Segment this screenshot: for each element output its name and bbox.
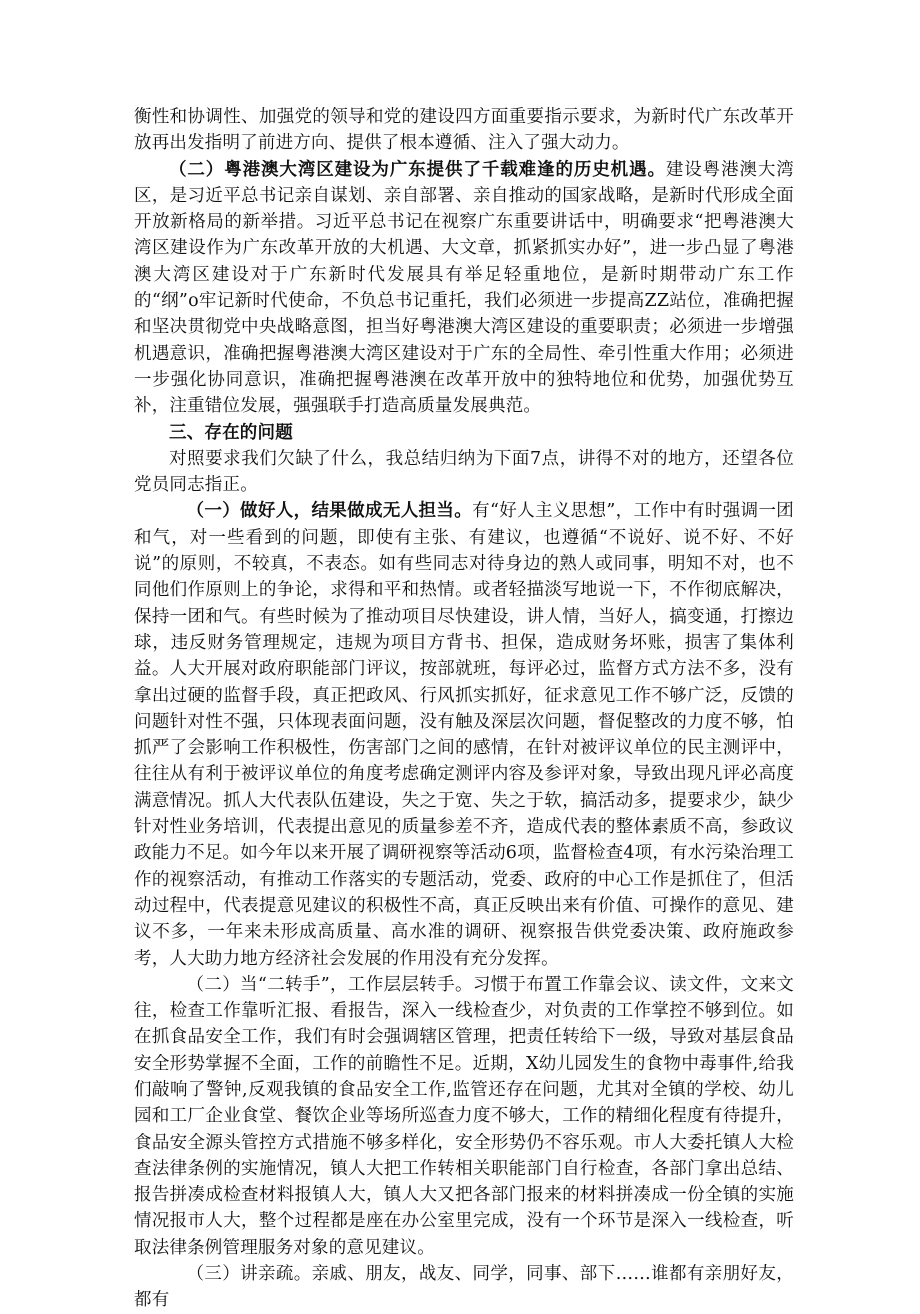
section-heading-problems: 三、存在的问题 [169,422,293,443]
paragraph-body-problem-1: 有“好人主义思想”，工作中有时强调一团和气，对一些看到的问题，即使有主张、有建议，也遵循“不说好、说不好、不好说”的原则，不较真，不表态。如有些同志对待身边的熟人或同事，明知不对，也不同他们作原则上的争论，求得和平和热情。或者轻描淡写地说一下，不作彻底解决，保持一团和气。有些时候为了推动项目尽快建设，讲人情，当好人，搞变通，打擦边球，违反财务管理规定，违规为项目方背书、担保，造成财务坏账，损害了集体利益。人大开展对政府职能部门评议，按部就班，每评必过，监督方式方法不多，没有拿出过硬的监督手段，真正把政风、行风抓实抓好，征求意见工作不够广泛，反馈的问题针对性不强，只体现表面问题，没有触及深层次问题，督促整改的力度不够，怕抓严了会影响工作积极性，伤害部门之间的感情，在针对被评议单位的民主测评中，往往从有利于被评议单位的角度考虑确定测评内容及参评对象，导致出现凡评必高度满意情况。抓人大代表队伍建设，失之于宽、失之于软，搞活动多，提要求少，缺少针对性业务培训，代表提出意见的质量参差不齐，造成代表的整体素质不高，参政议政能力不足。如今年以来开展了调研视察等活动6项，监督检查4项，有水污染治理工作的视察活动，有推动工作落实的专题活动，党委、政府的中心工作是抓住了，但活动过程中，代表提意见建议的积极性不高，真正反映出来有价值、可操作的意见、建议不多，一年来未形成高质量、高水准的调研、视察报告供党委决策、政府施政参考，人大助力地方经济社会发展的作用没有充分发挥。 [134,501,794,969]
paragraph-problem-1 [134,498,794,971]
document-page [134,104,794,1314]
paragraph-heading-gba: （二）粤港澳大湾区建设为广东提供了千载难逢的历史机遇。 [169,159,666,180]
paragraph-problem-2: （二）当“二转手”，工作层层转手。习惯于布置工作靠会议、读文件，文来文往，检查工作靠听汇报、看报告，深入一线检查少，对负责的工作掌控不够到位。如在抓食品安全工作，我们有时会强调辖区管理，把责任转给下一级，导致对基层食品安全形势掌握不全面，工作的前瞻性不足。近期，X幼儿园发生的食物中毒事件,给我们敲响了警钟,反观我镇的食品安全工作,监管还存在问题，尤其对全镇的学校、幼儿园和工厂企业食堂、餐饮企业等场所巡查力度不够大，工作的精细化程度有待提升，食品安全源头管控方式措施不够多样化，安全形势仍不容乐观。市人大委托镇人大检查法律条例的实施情况，镇人大把工作转相关职能部门自行检查，各部门拿出总结、报告拼凑成检查材料报镇人大，镇人大又把各部门报来的材料拼凑成一份全镇的实施情况报市人大，整个过程都是座在办公室里完成，没有一个环节是深入一线检查，听取法律条例管理服务对象的意见建议。 [134,974,794,1258]
paragraph-continuation: 衡性和协调性、加强党的领导和党的建设四方面重要指示要求，为新时代广东改革开放再出发指明了前进方向、提供了根本遵循、注入了强大动力。 [134,107,794,154]
paragraph-body-gba: 建设粤港澳大湾区，是习近平总书记亲自谋划、亲自部署、亲自推动的国家战略，是新时代形成全面开放新格局的新举措。习近平总书记在视察广东重要讲话中，明确要求“把粤港澳大湾区建设作为广东改革开放的大机遇、大文章，抓紧抓实办好”，进一步凸显了粤港澳大湾区建设对于广东新时代发展具有举足轻重地位，是新时期带动广东工作的“纲”o牢记新时代使命，不负总书记重托，我们必须进一步提高ZZ站位，准确把握和坚决贯彻党中央战略意图，担当好粤港澳大湾区建设的重要职责；必须进一步增强机遇意识，准确把握粤港澳大湾区建设对于广东的全局性、牵引性重大作用；必须进一步强化协同意识，准确把握粤港澳在改革开放中的独特地位和优势，加强优势互补，注重错位发展，强强联手打造高质量发展典范。 [134,159,794,417]
paragraph-problem-3: （三）讲亲疏。亲戚、朋友，战友、同学，同事、部下……谁都有亲朋好友，都有 [134,1264,794,1311]
paragraph-gba-opportunity [134,157,794,420]
paragraph-intro-problems: 对照要求我们欠缺了什么，我总结归纳为下面7点，讲得不对的地方，还望各位党员同志指正。 [134,448,794,496]
paragraph-heading-problem-1: （一）做好人，结果做成无人担当。 [186,501,473,522]
